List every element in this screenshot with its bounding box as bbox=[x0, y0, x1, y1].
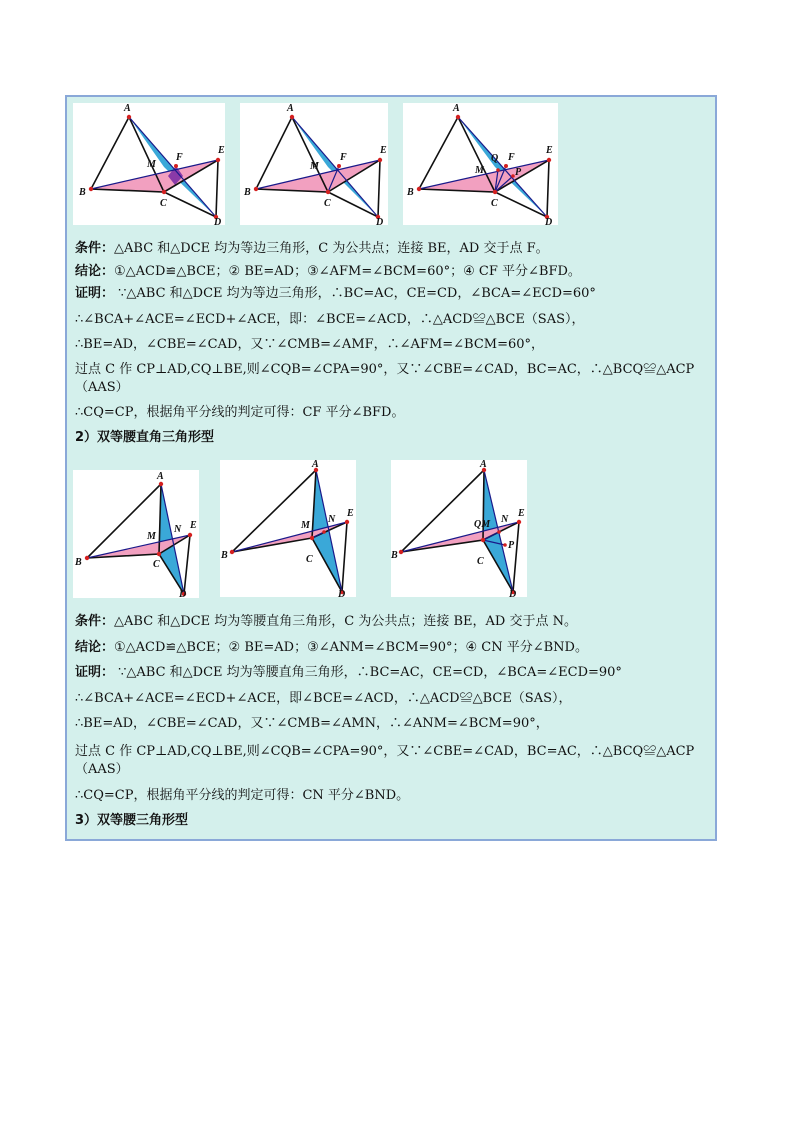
label-e: E bbox=[347, 508, 354, 519]
label-p: P bbox=[515, 167, 522, 178]
proof-label: 证明： bbox=[75, 665, 115, 680]
label-b: B bbox=[244, 187, 251, 198]
label-d: D bbox=[214, 217, 222, 225]
label-a: A bbox=[453, 103, 460, 114]
label-d: D bbox=[338, 589, 346, 597]
figure-equilateral-2 bbox=[240, 103, 388, 225]
content-panel bbox=[65, 95, 717, 841]
section-3-heading: 3）双等腰三角形型 bbox=[75, 813, 189, 828]
conclusion-line-2 bbox=[75, 639, 588, 657]
label-e: E bbox=[546, 145, 553, 156]
figure-right-isosceles-1 bbox=[73, 470, 199, 598]
label-b: B bbox=[75, 557, 82, 568]
condition-line-1 bbox=[75, 240, 549, 258]
label-e: E bbox=[190, 520, 197, 531]
section-2-heading: 2）双等腰直角三角形型 bbox=[75, 430, 215, 445]
label-m: M bbox=[147, 531, 156, 542]
label-e: E bbox=[380, 145, 387, 156]
label-a: A bbox=[287, 103, 294, 114]
proof-line-1 bbox=[75, 285, 596, 303]
conclusion-text: ①△ACD≌△BCE；② BE=AD；③∠AFM=∠BCM=60°；④ CF 平分∠BFD。 bbox=[114, 264, 581, 279]
label-c: C bbox=[324, 198, 331, 209]
proof-line-3b: ∴BE=AD，∠CBE=∠CAD，又∵∠CMB=∠AMN，∴∠ANM=∠BCM=90°， bbox=[75, 716, 549, 731]
proof-line-3: ∴BE=AD，∠CBE=∠CAD，又∵∠CMB=∠AMF，∴∠AFM=∠BCM=60°， bbox=[75, 337, 545, 352]
label-b: B bbox=[407, 187, 414, 198]
condition-text: △ABC 和△DCE 均为等腰直角三角形，C 为公共点；连接 BE，AD 交于点 N。 bbox=[114, 614, 577, 629]
condition-text: △ABC 和△DCE 均为等边三角形，C 为公共点；连接 BE，AD 交于点 F。 bbox=[114, 241, 549, 256]
figure-equilateral-1 bbox=[73, 103, 225, 225]
label-b: B bbox=[391, 550, 398, 561]
figure-right-isosceles-2 bbox=[220, 460, 356, 597]
proof-line-6: ∴CQ=CP，根据角平分线的判定可得：CF 平分∠BFD。 bbox=[75, 405, 405, 420]
label-c: C bbox=[491, 198, 498, 209]
label-d: D bbox=[509, 589, 517, 597]
label-m: M bbox=[310, 161, 319, 172]
label-d: D bbox=[545, 217, 553, 225]
conclusion-text: ①△ACD≌△BCE；② BE=AD；③∠ANM=∠BCM=90°；④ CN 平分∠BND。 bbox=[114, 640, 588, 655]
label-n: N bbox=[328, 514, 336, 525]
label-e: E bbox=[518, 508, 525, 519]
label-m: M bbox=[475, 165, 484, 176]
label-d: D bbox=[376, 217, 384, 225]
condition-label: 条件： bbox=[75, 241, 115, 256]
condition-label: 条件： bbox=[75, 614, 115, 629]
label-c: C bbox=[160, 198, 167, 209]
label-f: F bbox=[340, 152, 347, 163]
proof-line-5: （AAS） bbox=[75, 380, 129, 395]
label-b: B bbox=[221, 550, 228, 561]
conclusion-line-1 bbox=[75, 263, 581, 281]
proof-line-5b: （AAS） bbox=[75, 762, 129, 777]
conclusion-label: 结论： bbox=[75, 264, 115, 279]
proof-line-1b bbox=[75, 664, 622, 682]
proof-label: 证明： bbox=[75, 286, 115, 301]
label-c: C bbox=[153, 559, 160, 570]
label-a: A bbox=[480, 460, 487, 470]
label-q: Q bbox=[491, 153, 499, 164]
proof-text: ∵△ABC 和△DCE 均为等腰直角三角形，∴BC=AC，CE=CD，∠BCA=∠ECD=90° bbox=[114, 665, 622, 680]
proof-line-2: ∴∠BCA+∠ACE=∠ECD+∠ACE，即：∠BCE=∠ACD，∴△ACD≌△BCE（SAS）， bbox=[75, 312, 585, 327]
label-m: M bbox=[301, 520, 310, 531]
proof-line-6b: ∴CQ=CP，根据角平分线的判定可得：CN 平分∠BND。 bbox=[75, 788, 410, 803]
label-a: A bbox=[124, 103, 131, 114]
proof-text: ∵△ABC 和△DCE 均为等边三角形，∴BC=AC，CE=CD，∠BCA=∠ECD=60° bbox=[114, 286, 596, 301]
label-a: A bbox=[312, 460, 319, 470]
label-c: C bbox=[477, 556, 484, 567]
label-p: P bbox=[508, 540, 515, 551]
label-a: A bbox=[157, 471, 164, 482]
figure-right-isosceles-3 bbox=[391, 460, 527, 597]
label-n: N bbox=[501, 514, 509, 525]
label-e: E bbox=[218, 145, 225, 156]
label-b: B bbox=[79, 187, 86, 198]
label-c: C bbox=[306, 554, 313, 565]
figure-equilateral-1-svg bbox=[73, 103, 225, 225]
proof-line-2b: ∴∠BCA+∠ACE=∠ECD+∠ACE，即∠BCE=∠ACD，∴△ACD≌△BCE（SAS）， bbox=[75, 691, 572, 706]
label-f: F bbox=[176, 152, 183, 163]
condition-line-2 bbox=[75, 613, 577, 631]
label-f: F bbox=[508, 152, 515, 163]
figure-equilateral-3 bbox=[403, 103, 558, 225]
proof-line-4b: 过点 C 作 CP⊥AD,CQ⊥BE,则∠CQB=∠CPA=90°，又∵∠CBE=∠CAD，BC=AC，∴△BCQ≌△ACP bbox=[75, 744, 695, 759]
conclusion-label: 结论： bbox=[75, 640, 115, 655]
label-qm: QM bbox=[474, 519, 491, 530]
label-d: D bbox=[179, 589, 187, 598]
label-m: M bbox=[147, 159, 156, 170]
label-n: N bbox=[174, 524, 182, 535]
proof-line-4: 过点 C 作 CP⊥AD,CQ⊥BE,则∠CQB=∠CPA=90°，又∵∠CBE=∠CAD，BC=AC，∴△BCQ≌△ACP bbox=[75, 362, 695, 377]
